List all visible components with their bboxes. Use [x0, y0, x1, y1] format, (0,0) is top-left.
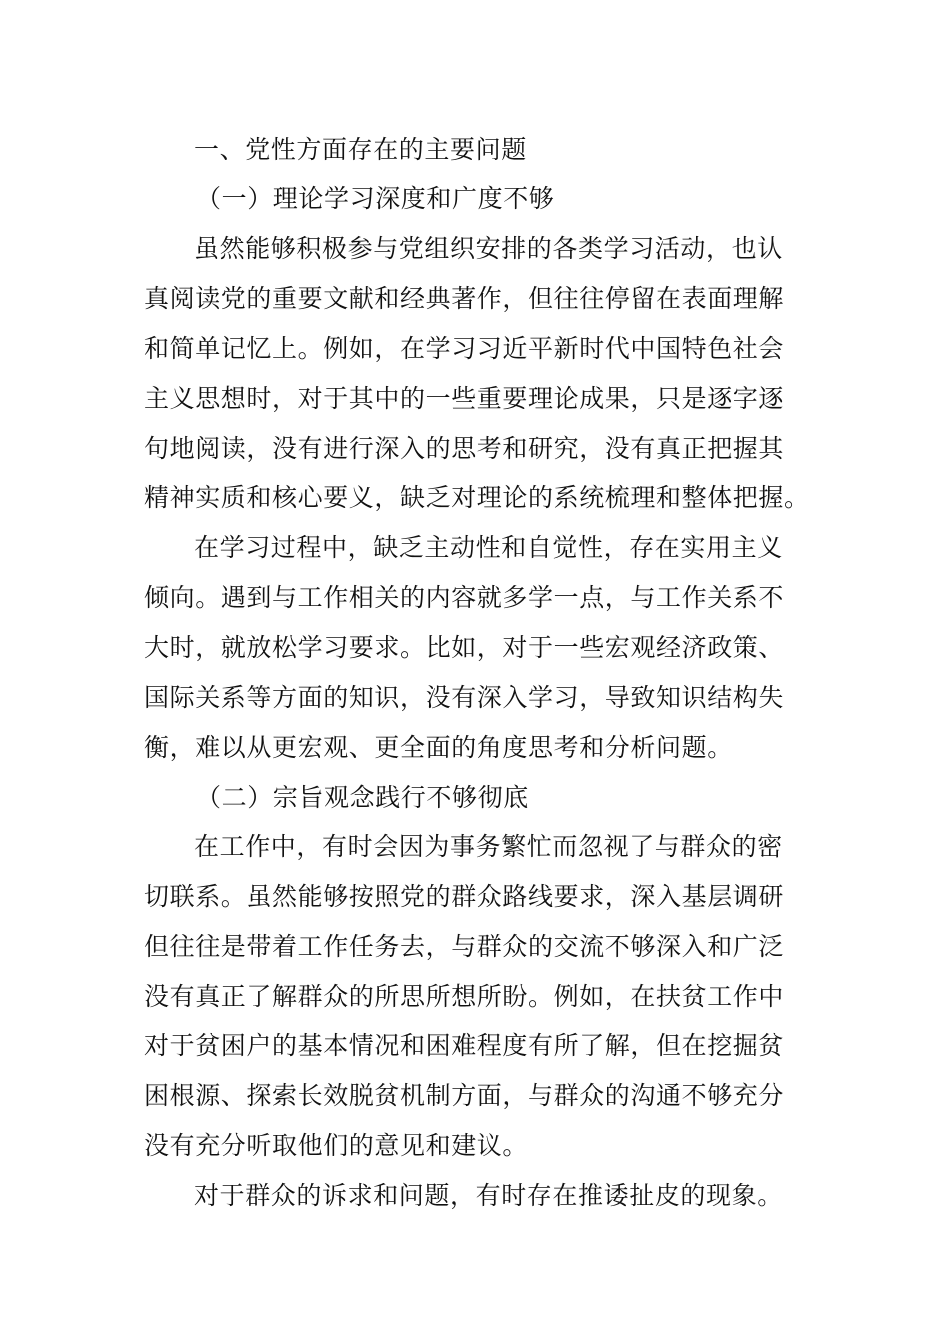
text-line: 但往往是带着工作任务去，与群众的交流不够深入和广泛: [144, 932, 785, 961]
text-line: 衡，难以从更宏观、更全面的角度思考和分析问题。: [144, 733, 733, 762]
text-line: 切联系。虽然能够按照党的群众路线要求，深入基层调研: [144, 882, 785, 911]
text-line: 对于群众的诉求和问题，有时存在推诿扯皮的现象。: [194, 1181, 783, 1210]
text-line: 没有充分听取他们的意见和建议。: [144, 1131, 529, 1160]
text-line: 在学习过程中，缺乏主动性和自觉性，存在实用主义: [194, 533, 783, 562]
text-line: 倾向。遇到与工作相关的内容就多学一点，与工作关系不: [144, 583, 785, 612]
text-line: 虽然能够积极参与党组织安排的各类学习活动，也认: [194, 234, 783, 263]
text-line: 主义思想时，对于其中的一些重要理论成果，只是逐字逐: [144, 384, 785, 413]
text-line: 精神实质和核心要义，缺乏对理论的系统梳理和整体把握。: [144, 483, 810, 512]
text-line: 句地阅读，没有进行深入的思考和研究，没有真正把握其: [144, 434, 785, 463]
text-line: 国际关系等方面的知识，没有深入学习，导致知识结构失: [144, 683, 785, 712]
text-line: 真阅读党的重要文献和经典著作，但往往停留在表面理解: [144, 284, 785, 313]
text-line: 在工作中，有时会因为事务繁忙而忽视了与群众的密: [194, 832, 783, 861]
text-line: 没有真正了解群众的所思所想所盼。例如，在扶贫工作中: [144, 982, 785, 1011]
subsection-title-2: （二）宗旨观念践行不够彻底: [196, 783, 529, 812]
text-line: 困根源、探索长效脱贫机制方面，与群众的沟通不够充分: [144, 1081, 785, 1110]
section-heading: 一、党性方面存在的主要问题: [194, 135, 527, 164]
text-line: 对于贫困户的基本情况和困难程度有所了解，但在挖掘贫: [144, 1031, 785, 1060]
text-line: 大时，就放松学习要求。比如，对于一些宏观经济政策、: [144, 633, 785, 662]
subsection-title-1: （一）理论学习深度和广度不够: [196, 184, 555, 213]
text-line: 和简单记忆上。例如，在学习习近平新时代中国特色社会: [144, 334, 785, 363]
